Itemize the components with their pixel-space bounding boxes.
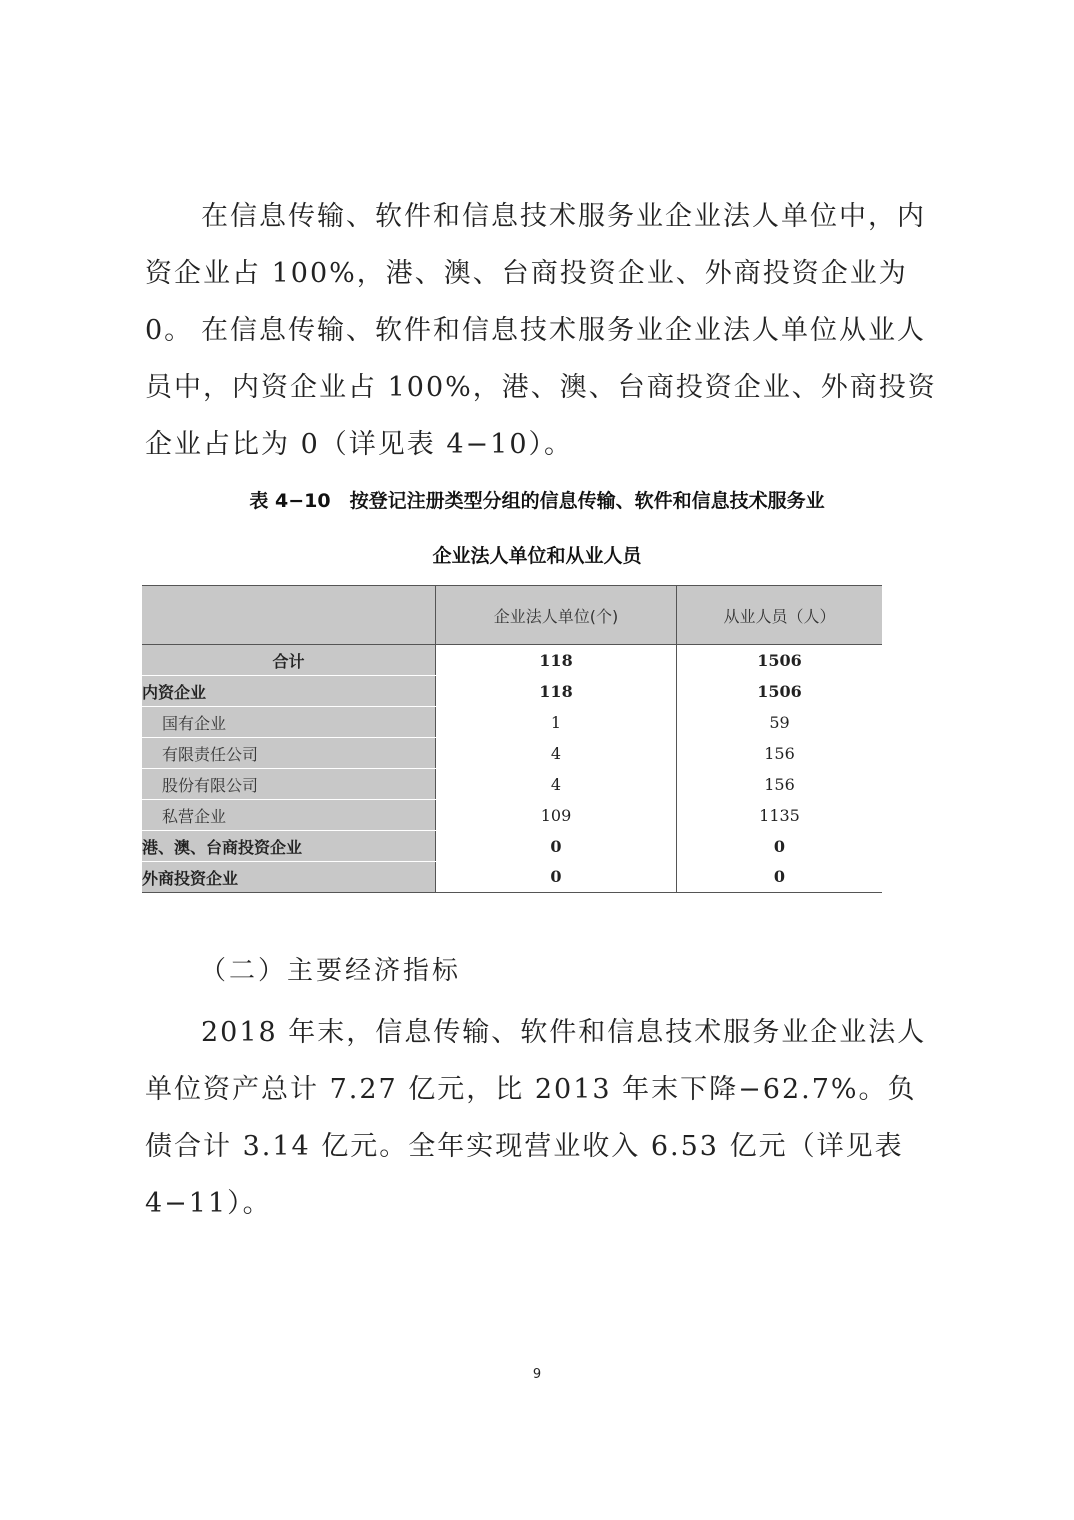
- row-persons: 156: [677, 738, 883, 769]
- paragraph-text: 在信息传输、软件和信息技术服务业企业法人单位中，内资企业占 100%，港、澳、台商投资企业、外商投资企业为 0。: [145, 201, 926, 346]
- paragraph-economic-indicators: [145, 1004, 945, 1232]
- row-label: 内资企业: [142, 676, 436, 707]
- row-units: 109: [436, 800, 677, 831]
- paragraph-text: 2018 年末，信息传输、软件和信息技术服务业企业法人单位资产总计 7.27 亿元，比 2013 年末下降−62.7%。负债合计 3.14 亿元。全年实现营业收入 6.53 亿元（详见表 4−11）。: [145, 1017, 927, 1219]
- registration-type-table: [142, 585, 882, 893]
- row-units: 0: [436, 831, 677, 862]
- paragraph-employee-share: [145, 302, 945, 473]
- section-heading: （二）主要经济指标: [200, 956, 462, 986]
- row-label: 股份有限公司: [142, 769, 436, 800]
- header-persons: 从业人员（人）: [677, 586, 883, 645]
- row-persons: 156: [677, 769, 883, 800]
- row-units: 118: [436, 645, 677, 676]
- page-number: 9: [532, 1367, 542, 1382]
- row-persons: 0: [677, 862, 883, 893]
- header-category: [142, 586, 436, 645]
- row-units: 4: [436, 769, 677, 800]
- row-label: 外商投资企业: [142, 862, 436, 893]
- table-row: [142, 738, 882, 769]
- header-units: 企业法人单位(个): [436, 586, 677, 645]
- table-row: [142, 862, 882, 893]
- row-units: 0: [436, 862, 677, 893]
- row-persons: 1506: [677, 645, 883, 676]
- table-row: [142, 800, 882, 831]
- row-label: 港、澳、台商投资企业: [142, 831, 436, 862]
- table-caption-line1: 表 4−10 按登记注册类型分组的信息传输、软件和信息技术服务业: [249, 490, 825, 512]
- paragraph-text: 在信息传输、软件和信息技术服务业企业法人单位从业人员中，内资企业占 100%，港、澳、台商投资企业、外商投资企业占比为 0（详见表 4−10）。: [145, 315, 937, 460]
- table-row: [142, 676, 882, 707]
- row-label: 有限责任公司: [142, 738, 436, 769]
- row-units: 118: [436, 676, 677, 707]
- row-persons: 0: [677, 831, 883, 862]
- table-row: [142, 645, 882, 676]
- row-label: 国有企业: [142, 707, 436, 738]
- table-header-row: [142, 586, 882, 645]
- table-row: [142, 769, 882, 800]
- table-row: [142, 831, 882, 862]
- table-caption-line2: 企业法人单位和从业人员: [432, 545, 642, 567]
- row-units: 4: [436, 738, 677, 769]
- row-label: 私营企业: [142, 800, 436, 831]
- table-row: [142, 707, 882, 738]
- row-label: 合计: [142, 645, 436, 676]
- row-persons: 1506: [677, 676, 883, 707]
- row-units: 1: [436, 707, 677, 738]
- row-persons: 59: [677, 707, 883, 738]
- row-persons: 1135: [677, 800, 883, 831]
